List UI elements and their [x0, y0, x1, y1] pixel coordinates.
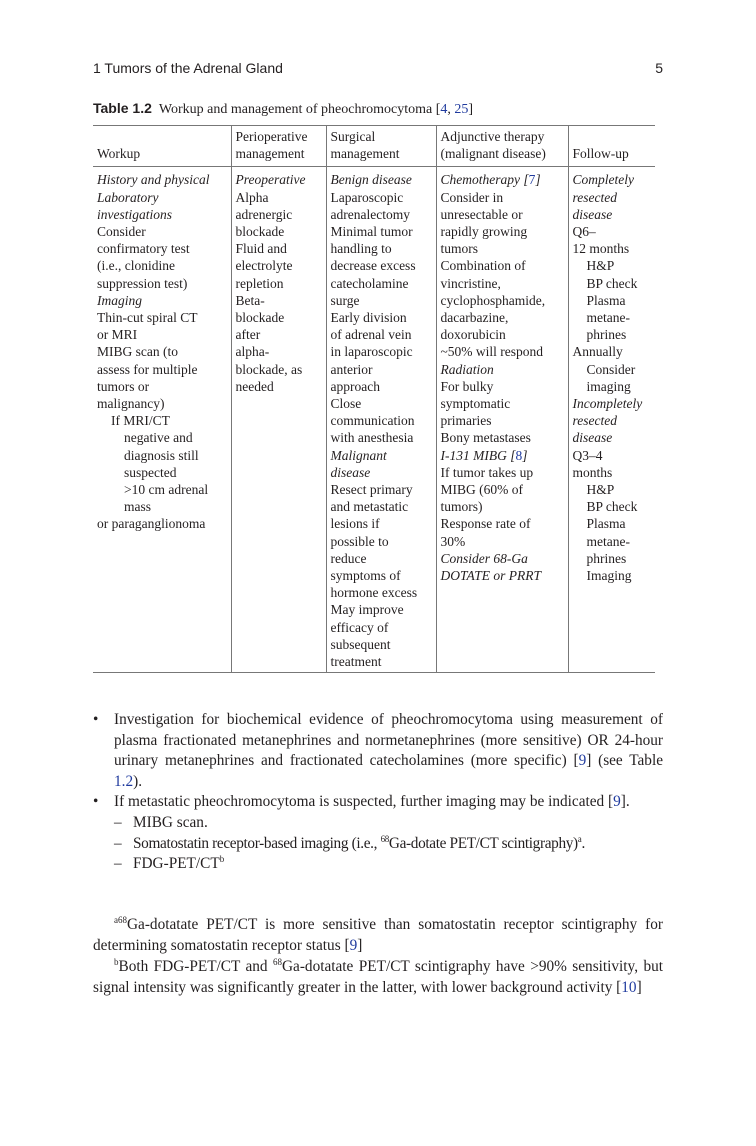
cell-line	[331, 447, 433, 464]
cell-line	[331, 653, 433, 670]
cell-text: Radiation	[440, 361, 494, 377]
cell-text: reduce	[330, 550, 367, 566]
cell-text: Thin-cut spiral CT	[97, 310, 198, 326]
cell-text: alpha-	[235, 344, 270, 360]
footnote-marker: b	[114, 957, 119, 968]
cell-text: BP check	[586, 275, 638, 291]
cell-line	[236, 361, 323, 378]
sub-list-item	[93, 834, 663, 855]
cell-text: disease	[330, 464, 371, 480]
cell-line	[97, 223, 228, 240]
cell-text: unresectable or	[440, 206, 523, 222]
header-workup	[93, 126, 231, 167]
cell-line	[331, 257, 433, 274]
cell-line	[331, 619, 433, 636]
cell-text: May improve	[330, 602, 404, 618]
footnote-a	[93, 915, 663, 956]
cell-line	[573, 343, 653, 360]
cell-text: tumors or	[97, 378, 150, 394]
sub-text: .	[581, 834, 585, 852]
cell-text: History and physical	[97, 172, 210, 188]
header-line: Perioperative	[235, 129, 308, 144]
citation-link[interactable]: 9	[613, 793, 621, 811]
cell-line	[331, 636, 433, 653]
cell-line	[236, 292, 323, 309]
bullet-text: ].	[620, 793, 630, 811]
cell-perioperative	[231, 167, 326, 673]
cell-line	[441, 567, 565, 584]
cell-text: Early division	[330, 310, 407, 326]
cell-line	[97, 343, 228, 360]
cell-line	[236, 275, 323, 292]
table-label: Table 1.2	[93, 100, 152, 116]
cell-line	[331, 584, 433, 601]
bullet-text: ).	[133, 772, 143, 790]
cell-line	[441, 257, 565, 274]
footnote-text: ]	[636, 978, 642, 996]
header-followup	[568, 126, 655, 167]
cell-text: If tumor takes up	[440, 464, 534, 480]
cell-line	[573, 240, 653, 257]
citation-link[interactable]: 10	[621, 978, 637, 996]
cell-text: Malignant	[330, 447, 387, 463]
header-surgical	[326, 126, 436, 167]
cell-text: mass	[124, 499, 151, 515]
cell-text: negative and	[124, 430, 193, 446]
header-line: management	[235, 146, 305, 162]
cell-text: Incompletely	[572, 396, 643, 412]
cell-text: Annually	[572, 344, 623, 360]
cell-line	[441, 412, 565, 429]
cell-text: Imaging	[97, 292, 142, 308]
cell-text: (i.e., clonidine	[97, 258, 175, 274]
cell-text: Preoperative	[235, 172, 306, 188]
cell-text: decrease excess	[330, 258, 416, 274]
cell-text: Q3–4	[572, 447, 603, 463]
cell-line	[331, 481, 433, 498]
cell-line	[573, 498, 653, 515]
header-adjunctive	[436, 126, 568, 167]
dash-icon: –	[114, 855, 122, 873]
cell-text: tumors)	[440, 499, 483, 515]
running-header	[93, 58, 663, 80]
cell-text: anterior	[330, 361, 373, 377]
cell-line	[331, 498, 433, 515]
cell-line	[573, 189, 653, 206]
cell-text: symptoms of	[330, 568, 401, 584]
list-item	[93, 792, 663, 813]
cell-text: with anesthesia	[330, 430, 414, 446]
cell-line	[97, 395, 228, 412]
cell-line	[573, 464, 653, 481]
cell-text: Beta-	[235, 292, 265, 308]
cell-line	[331, 515, 433, 532]
cell-text: Consider 68-Ga	[440, 550, 528, 566]
table-caption	[93, 100, 473, 118]
cell-text: approach	[330, 378, 380, 394]
cell-text: MIBG (60% of	[440, 482, 523, 498]
header-line: Surgical	[330, 129, 376, 144]
cell-text: disease	[572, 206, 613, 222]
cell-text: Fluid and	[235, 241, 287, 257]
cell-line	[441, 309, 565, 326]
cell-text: catecholamine	[330, 275, 409, 291]
cell-line	[236, 257, 323, 274]
sub-list-item	[93, 854, 663, 875]
cell-text: symptomatic	[440, 396, 511, 412]
cell-text: needed	[235, 378, 274, 394]
cell-line	[236, 223, 323, 240]
bullet-text: ] (see Table	[586, 752, 663, 770]
cell-text: months	[572, 464, 613, 480]
cell-line	[441, 481, 565, 498]
superscript: 68	[273, 957, 282, 968]
cell-text: after	[235, 327, 261, 343]
cell-text: I-131 MIBG	[440, 447, 507, 463]
table-link[interactable]: 1.2	[114, 772, 134, 790]
cell-text: electrolyte	[235, 258, 293, 274]
cell-text: confirmatory test	[97, 241, 190, 257]
cell-line	[236, 378, 323, 395]
cell-text: 12 months	[572, 241, 630, 257]
cell-line	[573, 412, 653, 429]
cell-followup	[568, 167, 655, 673]
cell-line	[331, 378, 433, 395]
cell-text: Consider	[97, 224, 146, 240]
superscript: 68	[118, 914, 127, 925]
cell-line	[97, 240, 228, 257]
cell-text: doxorubicin	[440, 327, 506, 343]
dash-icon: –	[114, 834, 122, 852]
cell-line	[573, 378, 653, 395]
cell-text: rapidly growing	[440, 224, 528, 240]
cell-text: Minimal tumor	[330, 224, 413, 240]
cell-line	[331, 292, 433, 309]
sub-text: MIBG scan.	[133, 813, 208, 831]
cell-text: BP check	[586, 499, 638, 515]
cell-line	[441, 275, 565, 292]
chapter-title: 1 Tumors of the Adrenal Gland	[93, 60, 283, 76]
cell-text: blockade	[235, 224, 285, 240]
footnote-text: ]	[357, 936, 363, 954]
cell-text: H&P	[586, 258, 615, 274]
header-line: Adjunctive therapy	[440, 129, 545, 144]
cell-line	[441, 533, 565, 550]
citation-link[interactable]: 9	[349, 936, 358, 954]
cell-line	[331, 309, 433, 326]
cell-line	[331, 326, 433, 343]
caption-text: Workup and management of pheochromocytoma [	[158, 102, 441, 117]
cell-line	[97, 189, 228, 206]
cell-text: diagnosis still	[124, 447, 199, 463]
cell-adjunctive	[436, 167, 568, 673]
cell-line	[236, 240, 323, 257]
cell-text: 30%	[440, 533, 466, 549]
citation-link[interactable]: 25	[454, 102, 469, 117]
cell-text: in laparoscopic	[330, 344, 413, 360]
cell-text: Plasma	[586, 292, 626, 308]
cell-line	[97, 171, 228, 188]
bullet-list	[93, 710, 663, 875]
cell-text: adrenalectomy	[330, 206, 410, 222]
cell-text: repletion	[235, 275, 284, 291]
cell-text: suspected	[124, 464, 177, 480]
table-row	[93, 167, 655, 673]
cell-line	[97, 275, 228, 292]
cell-line	[236, 309, 323, 326]
cell-line	[331, 533, 433, 550]
cell-text: imaging	[586, 378, 631, 394]
header-line: (malignant disease)	[440, 146, 546, 162]
footnote-b	[93, 957, 663, 998]
cell-text: Plasma	[586, 516, 626, 532]
cell-text: phrines	[586, 550, 627, 566]
cell-line	[573, 309, 653, 326]
list-item	[93, 710, 663, 792]
cell-text: vincristine,	[440, 275, 501, 291]
sub-text: Ga-dotate PET/CT scintigraphy)	[388, 834, 578, 852]
footnote-text: Ga-dotatate PET/CT is more sensitive than somatostatin receptor scintigraphy for determining somatostatin receptor status [	[93, 916, 663, 954]
cell-line	[573, 533, 653, 550]
cell-text: Consider in	[440, 189, 504, 205]
cell-line	[97, 464, 228, 481]
cell-line	[573, 326, 653, 343]
cell-text: communication	[330, 413, 415, 429]
cell-line	[441, 361, 565, 378]
bullet-icon: •	[93, 711, 99, 728]
cell-text: resected	[572, 413, 617, 429]
cell-text: Close	[330, 396, 362, 412]
cell-text: Combination of	[440, 258, 526, 274]
cell-line	[441, 550, 565, 567]
cell-text: cyclophosphamide,	[440, 292, 546, 308]
cell-line	[441, 326, 565, 343]
cell-text: metane-	[586, 533, 630, 549]
cell-line	[331, 171, 433, 188]
cell-surgical	[326, 167, 436, 673]
cell-text: Response rate of	[440, 516, 531, 532]
cell-line	[441, 189, 565, 206]
cell-line	[573, 447, 653, 464]
cell-text: blockade, as	[235, 361, 303, 377]
page-number: 5	[655, 60, 663, 76]
citation-link[interactable]: 8	[515, 447, 523, 463]
cell-text: Resect primary	[330, 482, 413, 498]
cell-line	[573, 550, 653, 567]
cell-line	[441, 429, 565, 446]
cell-workup	[93, 167, 231, 673]
cell-line	[236, 206, 323, 223]
footnotes	[93, 915, 663, 998]
cell-text: Laparoscopic	[330, 189, 404, 205]
cell-text: investigations	[97, 206, 172, 222]
cell-line	[573, 223, 653, 240]
cell-line	[441, 223, 565, 240]
bullet-text: Investigation for biochemical evidence of pheochromocytoma using measurement of plasma fractionated metanephrines and normetanephrines (more sensitive) OR 24-hour urinary metanephrines and fractionated catecholamines (more specific) [	[114, 711, 663, 770]
cell-line	[331, 275, 433, 292]
header-line: Follow-up	[572, 146, 629, 162]
bullet-text: If metastatic pheochromocytoma is suspected, further imaging may be indicated [	[114, 793, 614, 811]
cell-line	[236, 343, 323, 360]
cell-text: treatment	[330, 654, 382, 670]
cell-line	[441, 515, 565, 532]
cell-line	[573, 429, 653, 446]
cell-line	[97, 326, 228, 343]
cell-line	[573, 206, 653, 223]
workup-table	[93, 125, 655, 673]
cell-line	[331, 412, 433, 429]
cell-line	[97, 515, 228, 532]
cell-line	[573, 275, 653, 292]
cell-line	[331, 429, 433, 446]
cell-line	[573, 171, 653, 188]
cell-line	[573, 481, 653, 498]
cell-text: or paraganglionoma	[97, 516, 206, 532]
cell-line	[331, 223, 433, 240]
cell-text: Laboratory	[97, 189, 159, 205]
citation-link[interactable]: 4	[440, 102, 448, 117]
footnote-marker: a	[577, 833, 582, 844]
cell-line	[441, 206, 565, 223]
cell-line	[573, 567, 653, 584]
cell-text: subsequent	[330, 636, 391, 652]
cell-line	[441, 378, 565, 395]
cell-text: Q6–	[572, 224, 596, 240]
cell-text: suppression test)	[97, 275, 188, 291]
footnote-text: Both FDG-PET/CT and	[118, 958, 273, 976]
superscript: 68	[380, 833, 389, 844]
cell-line	[441, 292, 565, 309]
cell-text: malignancy)	[97, 396, 165, 412]
cell-text: Completely	[572, 172, 634, 188]
cell-line	[331, 240, 433, 257]
cell-text: adrenergic	[235, 206, 293, 222]
cell-line	[97, 447, 228, 464]
cell-text: surge	[330, 292, 360, 308]
cell-text: assess for multiple	[97, 361, 198, 377]
cell-line: I-131 MIBG [8]	[440, 447, 528, 463]
cell-line	[573, 292, 653, 309]
cell-line	[441, 395, 565, 412]
footnote-marker: a	[114, 914, 118, 925]
dash-icon: –	[114, 813, 122, 831]
cell-text: handling to	[330, 241, 392, 257]
cell-line	[97, 361, 228, 378]
cell-line	[97, 378, 228, 395]
citation-link[interactable]: 9	[578, 752, 587, 770]
cell-line	[97, 412, 228, 429]
cell-text: phrines	[586, 327, 627, 343]
table-header-row	[93, 126, 655, 167]
footnote-marker: b	[219, 854, 225, 865]
cell-line	[97, 429, 228, 446]
sub-text: Somatostatin receptor-based imaging (i.e.,	[133, 834, 381, 852]
cell-line	[97, 309, 228, 326]
cell-text: >10 cm adrenal	[124, 482, 209, 498]
cell-line	[331, 550, 433, 567]
cell-line	[97, 292, 228, 309]
cell-line	[97, 206, 228, 223]
cell-text: disease	[572, 430, 613, 446]
header-perioperative	[231, 126, 326, 167]
cell-text: Imaging	[586, 568, 632, 584]
cell-text: metane-	[586, 310, 630, 326]
cell-text: Consider	[586, 361, 636, 377]
cell-text: efficacy of	[330, 619, 389, 635]
cell-line	[331, 343, 433, 360]
cell-text: resected	[572, 189, 617, 205]
cell-line	[97, 257, 228, 274]
cell-text: lesions if	[330, 516, 380, 532]
cell-line: Chemotherapy [7]	[440, 172, 541, 188]
cell-text: For bulky	[440, 378, 494, 394]
cell-line	[236, 171, 323, 188]
cell-text: Benign disease	[330, 172, 412, 188]
cell-line	[441, 343, 565, 360]
sub-text: FDG-PET/CT	[133, 855, 220, 873]
cell-text: tumors	[440, 241, 479, 257]
cell-text: H&P	[586, 482, 615, 498]
cell-line	[573, 395, 653, 412]
sub-list-item	[93, 813, 663, 834]
cell-line	[331, 464, 433, 481]
cell-text: possible to	[330, 533, 389, 549]
cell-text: hormone excess	[330, 585, 418, 601]
header-line: management	[330, 146, 400, 162]
bullet-icon: •	[93, 793, 99, 811]
cell-line	[441, 464, 565, 481]
footnote-text: Ga-dotatate PET/CT scintigraphy have >90% sensitivity, but signal intensity was significantly greater in the latter, with lower background activity [	[93, 958, 663, 996]
cell-text: of adrenal vein	[330, 327, 412, 343]
cell-line	[331, 601, 433, 618]
cell-text: Alpha	[235, 189, 269, 205]
cell-text: DOTATE or PRRT	[440, 568, 542, 584]
cell-text: ~50% will respond	[440, 344, 544, 360]
cell-text: Bony metastases	[440, 430, 531, 446]
cell-text: primaries	[440, 413, 492, 429]
cell-text: blockade	[235, 310, 285, 326]
cell-text: and metastatic	[330, 499, 409, 515]
cell-line	[573, 515, 653, 532]
cell-text: Chemotherapy	[440, 172, 520, 188]
citation-link[interactable]: 7	[528, 172, 536, 188]
caption-sep: ,	[447, 102, 455, 117]
cell-text: dacarbazine,	[440, 310, 509, 326]
cell-line	[236, 189, 323, 206]
cell-line	[441, 240, 565, 257]
caption-close: ]	[468, 102, 474, 117]
cell-line	[573, 257, 653, 274]
cell-line	[236, 326, 323, 343]
cell-text: or MRI	[97, 327, 138, 343]
cell-line	[573, 361, 653, 378]
header-line: Workup	[97, 146, 141, 162]
cell-line	[441, 498, 565, 515]
cell-line	[331, 361, 433, 378]
cell-line	[331, 395, 433, 412]
cell-text: MIBG scan (to	[97, 344, 178, 360]
cell-text: If MRI/CT	[111, 413, 170, 429]
cell-line	[97, 498, 228, 515]
cell-line	[331, 567, 433, 584]
cell-line	[331, 206, 433, 223]
cell-line	[97, 481, 228, 498]
cell-line	[331, 189, 433, 206]
